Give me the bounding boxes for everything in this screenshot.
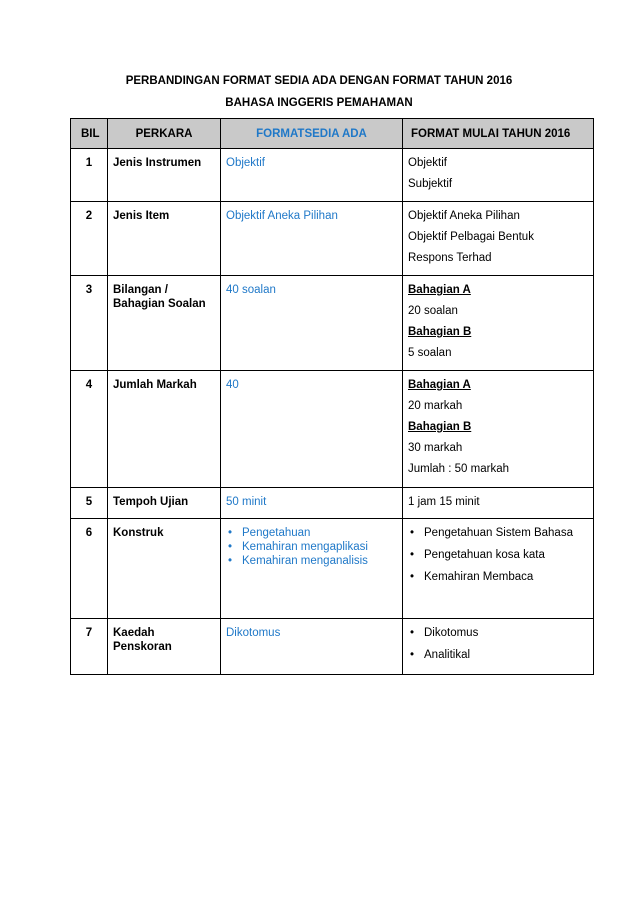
mulai-line: 5 soalan (408, 347, 452, 359)
row-format-sedia: 40 (221, 371, 403, 488)
bullet-icon: • (410, 627, 415, 639)
row-format-mulai (403, 202, 594, 276)
mulai-bullet-list (408, 626, 588, 662)
document-title: PERBANDINGAN FORMAT SEDIA ADA DENGAN FORMAT TAHUN 2016 (125, 75, 513, 87)
section-heading: Bahagian A (408, 379, 471, 391)
list-item: • Kemahiran Membaca (410, 571, 534, 583)
header-format-sedia-ada: FORMATSEDIA ADA (221, 119, 403, 149)
row-number: 1 (71, 149, 108, 202)
section-heading: Bahagian B (408, 326, 472, 338)
row-format-sedia: Objektif (221, 149, 403, 202)
bullet-icon: • (228, 555, 233, 567)
list-item: • Pengetahuan Sistem Bahasa (410, 527, 573, 539)
row-format-sedia: Dikotomus (221, 619, 403, 675)
mulai-line: 20 markah (408, 400, 463, 412)
row-format-mulai (403, 619, 594, 675)
row-perkara: Bilangan / Bahagian Soalan (108, 276, 221, 371)
list-item: • Pengetahuan (228, 527, 311, 539)
mulai-line: Jumlah : 50 markah (408, 463, 509, 475)
comparison-table (70, 118, 594, 675)
row-format-mulai (403, 519, 594, 619)
table-row (71, 371, 594, 488)
row-perkara: Konstruk (108, 519, 221, 619)
table-row (71, 202, 594, 276)
mulai-line: 20 soalan (408, 305, 458, 317)
list-item: • Dikotomus (410, 627, 479, 639)
header-format-mulai-2016: FORMAT MULAI TAHUN 2016 (403, 119, 594, 149)
row-format-sedia: Objektif Aneka Pilihan (221, 202, 403, 276)
bullet-icon: • (410, 571, 415, 583)
row-format-sedia: 40 soalan (221, 276, 403, 371)
section-heading: Bahagian A (408, 284, 471, 296)
row-format-mulai (403, 371, 594, 488)
bullet-icon: • (228, 527, 233, 539)
row-perkara: Jenis Item (108, 202, 221, 276)
table-header-row (71, 119, 594, 149)
bullet-icon: • (410, 649, 415, 661)
list-item: • Kemahiran menganalisis (228, 555, 368, 567)
mulai-line: Objektif Pelbagai Bentuk (408, 231, 534, 243)
row-perkara: Kaedah Penskoran (108, 619, 221, 675)
list-item: • Analitikal (410, 649, 471, 661)
header-perkara: PERKARA (108, 119, 221, 149)
section-heading: Bahagian B (408, 421, 472, 433)
table-row (71, 488, 594, 519)
row-number: 6 (71, 519, 108, 619)
mulai-line: Objektif (408, 157, 447, 169)
mulai-line: Respons Terhad (408, 252, 492, 264)
row-number: 4 (71, 371, 108, 488)
row-format-sedia (221, 519, 403, 619)
row-number: 5 (71, 488, 108, 519)
row-format-sedia: 50 minit (221, 488, 403, 519)
row-number: 7 (71, 619, 108, 675)
mulai-line: 30 markah (408, 442, 463, 454)
bullet-icon: • (410, 527, 415, 539)
row-perkara: Jumlah Markah (108, 371, 221, 488)
list-item: • Kemahiran mengaplikasi (228, 541, 368, 553)
sedia-bullet-list (226, 526, 397, 568)
mulai-line: Objektif Aneka Pilihan (408, 210, 520, 222)
row-perkara: Jenis Instrumen (108, 149, 221, 202)
document-subtitle: BAHASA INGGERIS PEMAHAMAN (225, 97, 413, 109)
bullet-icon: • (228, 541, 233, 553)
mulai-line: Subjektif (408, 178, 453, 190)
row-format-mulai: 1 jam 15 minit (403, 488, 594, 519)
table-row (71, 149, 594, 202)
table-row (71, 276, 594, 371)
row-number: 2 (71, 202, 108, 276)
mulai-bullet-list (408, 526, 588, 584)
list-item: • Pengetahuan kosa kata (410, 549, 545, 561)
row-perkara: Tempoh Ujian (108, 488, 221, 519)
row-format-mulai (403, 276, 594, 371)
bullet-icon: • (410, 549, 415, 561)
row-format-mulai (403, 149, 594, 202)
header-bil: BIL (71, 119, 108, 149)
row-number: 3 (71, 276, 108, 371)
table-row (71, 619, 594, 675)
table-row (71, 519, 594, 619)
